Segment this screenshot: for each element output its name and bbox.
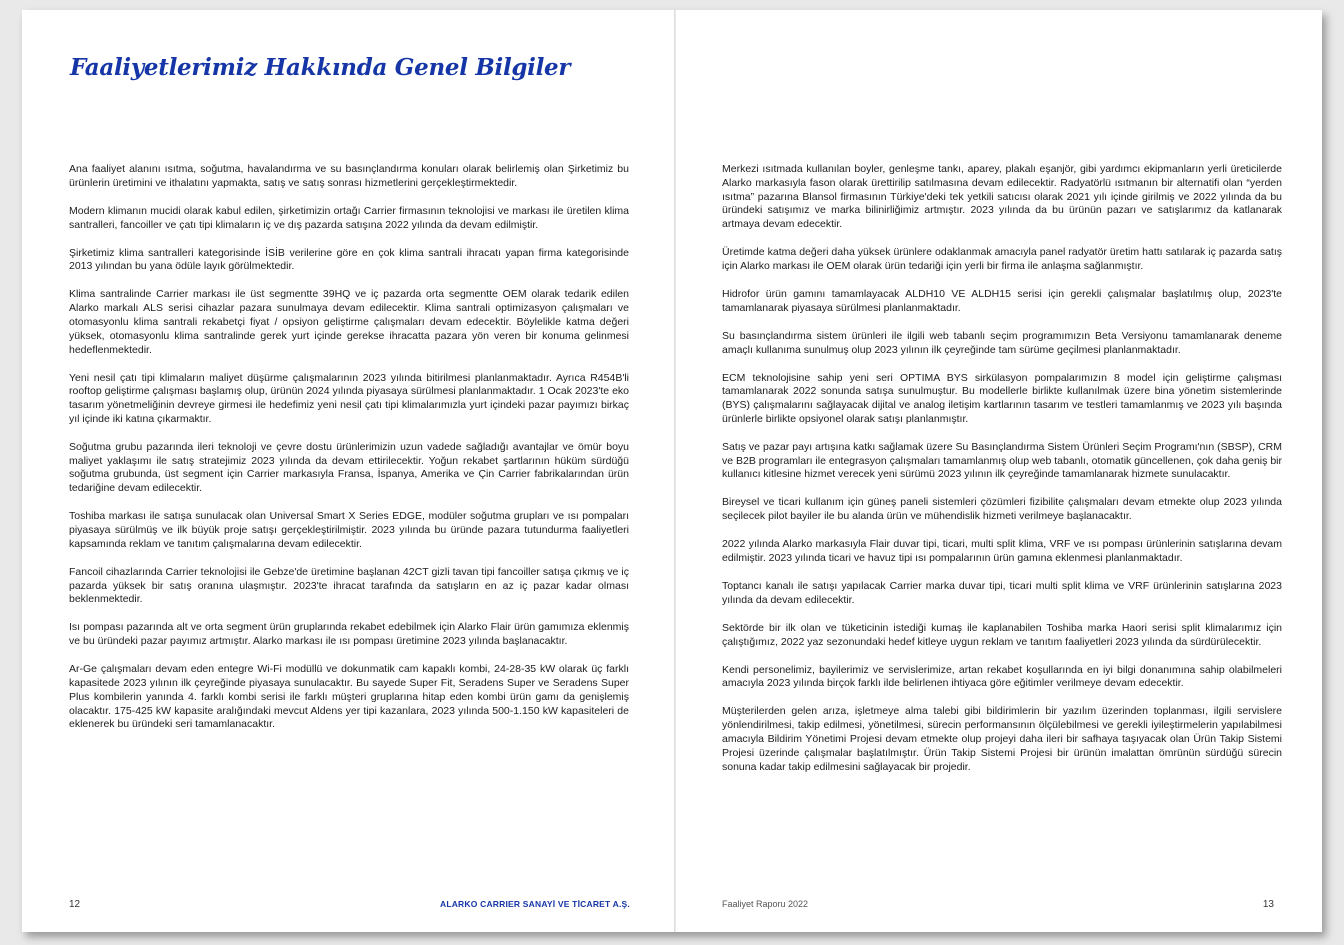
paragraph: Satış ve pazar payı artışına katkı sağlamak üzere Su Basınçlandırma Sistem Ürünleri Seçim Programı'nın (SBSP), CRM ve B2B programları ile entegrasyon çalışmaları tamamlanmış olup web tabanlı, otomatik güncellenen, çok daha geniş bir kullanıcı kitlesine hizmet verecek yeni sürümü 2023 yılının ilk çeyreğinde tamamlanarak hizmete sunulacaktır. bbox=[722, 440, 1282, 481]
paragraph: Üretimde katma değeri daha yüksek ürünlere odaklanmak amacıyla panel radyatör üretim hattı satılarak iç pazarda satış için Alarko markası ile OEM olarak ürün tedariği için yerli bir firma ile anlaşma sağlanmıştır. bbox=[722, 246, 1282, 272]
paragraph: Şirketimiz klima santralleri kategorisinde İSİB verilerine göre en çok klima santrali ihracatı yapan firma kategorisinde 2013 yılından bu yana ödüle layık görülmektedir. bbox=[69, 246, 629, 273]
right-page bbox=[676, 10, 1322, 932]
right-text-column bbox=[722, 163, 1282, 789]
document-spread bbox=[22, 10, 1322, 932]
report-name-footer: Faaliyet Raporu 2022 bbox=[722, 899, 809, 909]
paragraph: Klima santralinde Carrier markası ile üst segmentte 39HQ ve iç pazarda orta segmentte OEM olarak tedarik edilen Alarko markalı ALS serisi cihazlar pazara sunulmaya devam edilecektir. Klima santrali optimizasyon çalışmaları ve otomasyonlu klima santrali rekabetçi fiyat / opsiyon geliştirme çalışmaları devam edecektir. Böylelikle katma değeri yüksek, otomasyonlu klima santralinde gerek yurt içinde gerekse ihracatta pazara yön veren bir konuma gelinmesi hedeflenmektedir. bbox=[69, 288, 629, 356]
page-number: 12 bbox=[69, 899, 81, 910]
paragraph: Bireysel ve ticari kullanım için güneş paneli sistemleri çözümleri fizibilite çalışmaları devam etmekte olup 2023 yılında seçilecek pilot bayiler ile bu alanda ürün ve mühendislik hizmeti verilmeye başlanacaktır. bbox=[722, 496, 1282, 523]
paragraph: Toshiba markası ile satışa sunulacak olan Universal Smart X Series EDGE, modüler soğutma grupları ve ısı pompaları piyasaya sürülmüş ve ilk büyük proje satışı gerçekleştirilmiştir. 2023 yılında bu üründe pazara tutundurma faaliyetleri kapsamında reklam ve tanıtım çalışmalarına devam edilecektir. bbox=[69, 510, 629, 550]
paragraph: Merkezi ısıtmada kullanılan boyler, genleşme tankı, aparey, plakalı eşanjör, gibi yardımcı ekipmanların yerli üreticilerde Alarko markasıyla fason olarak ürettirilip satılmasına devam edilecektir. Radyatörlü ısıtmanın bir alternatifi olan “yerden ısıtma” pazarına Blansol firmasının Türkiye'deki tek yetkili satıcısı olarak 2021 yılı içinde girilmiş ve 2022 yılında da bu üründeki satışımız ve marka bilinirliğimiz artmıştır. 2023 yılında da bu ürünün pazarı ve satışlarımız da katlanarak artmaya devam edecektir. bbox=[722, 163, 1282, 231]
paragraph: Soğutma grubu pazarında ileri teknoloji ve çevre dostu ürünlerimizin uzun vadede sağladığı avantajlar ve ömür boyu maliyet yaklaşımı ile satış stratejimiz 2023 yılında da devam ettirilecektir. Yoğun rekabet şartlarının hüküm sürdüğü soğutma grubunda, üst segment için Carrier markasıyla Fransa, İspanya, Amerika ve Çin Carrier fabrikalarından ürün tedariğine devam edilecektir. bbox=[69, 440, 629, 495]
paragraph: Kendi personelimiz, bayilerimiz ve servislerimize, artan rekabet koşullarında en iyi bilgi donanımına sahip olabilmeleri amacıyla 2023 yılında birçok farklı ilde belirlenen ihtiyaca göre eğitimler verilmeye devam edecektir. bbox=[722, 663, 1282, 690]
paragraph: ECM teknolojisine sahip yeni seri OPTIMA BYS sirkülasyon pompalarımızın 8 model için geliştirme çalışması tamamlanarak 2022 sonunda satışa sunulmuştur. Bu modellerle birlikte kullanılmak üzere bina yönetim sistemlerinde (BYS) çalışmalarını sağlayacak dijital ve analog iletişim kartlarının tasarım ve testleri tamamlanmış ve 2023 yılı başında ürünlerle birlikte opsiyonel olarak satışı planlanmıştır. bbox=[722, 371, 1282, 425]
paragraph: Müşterilerden gelen arıza, işletmeye alma talebi gibi bildirimlerin bir yazılım üzerinden toplanması, ilgili servislere yönlendirilmesi, takip edilmesi, yönetilmesi, sürecin performansının ölçülebilmesi ve gerekli iyileştirmelerin yapılabilmesi amacıyla Bildirim Yönetimi Projesi devam etmekte olup projeyi daha ileri bir safhaya taşıyacak olan Ürün Takip Sistemi Projesi üzerinde çalışmalar başlatılmıştır. Ürün Takip Sistemi Projesi bir ürünün imalattan ömrünün sürdüğü sürecin sonuna kadar takip edilmesini sağlayacak bir projedir. bbox=[722, 705, 1282, 773]
paragraph: Modern klimanın mucidi olarak kabul edilen, şirketimizin ortağı Carrier firmasının teknolojisi ve markası ile üretilen klima santralleri, fancoiller ve çatı tipi klimaların iç ve dış pazarda satışına 2022 yılında da devam edilmiştir. bbox=[69, 204, 629, 231]
paragraph: Ar-Ge çalışmaları devam eden entegre Wi-Fi modüllü ve dokunmatik cam kapaklı kombi, 24-28-35 kW olarak üç farklı kapasitede 2023 yılının ilk çeyreğinde piyasaya sunulacaktır. Bu sayede Super Fit, Seradens Super ve Seradens Super Plus kombilerin yanında 4. farklı kombi serisi ile farklı müşteri gruplarına hitap eden kombi ürün gamı da genişlemiş olacaktır. 175-425 kW kapasite aralığındaki mevcut Aldens yer tipi kazanlara, 2023 yılında 500-1.150 kW kapasiteleri de eklenerek bu üründeki seri tamamlanacaktır. bbox=[69, 663, 629, 731]
paragraph: 2022 yılında Alarko markasıyla Flair duvar tipi, ticari, multi split klima, VRF ve ısı pompası ürünlerinin satışlarına devam edilmiştir. 2023 yılında ticari ve havuz tipi ısı pompalarının ürün gamına eklenmesi planlanmaktadır. bbox=[722, 538, 1282, 565]
paragraph: Isı pompası pazarında alt ve orta segment ürün gruplarında rekabet edebilmek için Alarko Flair ürün gamımıza eklenmiş ve bu üründeki pazar payımız artmıştır. Alarko markası ile ısı pompası üretimine 2023 yılında başlanacaktır. bbox=[69, 621, 629, 648]
paragraph: Ana faaliyet alanını ısıtma, soğutma, havalandırma ve su basınçlandırma konuları olarak belirlemiş olan Şirketimiz bu ürünlerin üretimini ve ithalatını yapmakta, satış ve satış sonrası hizmetlerini gerçekleştirmektedir. bbox=[69, 163, 629, 189]
paragraph: Hidrofor ürün gamını tamamlayacak ALDH10 VE ALDH15 serisi için gerekli çalışmalar başlatılmış olup, 2023'te tamamlanarak piyasaya sürülmesi planlanmaktadır. bbox=[722, 287, 1282, 314]
company-name-footer: ALARKO CARRIER SANAYİ VE TİCARET A.Ş. bbox=[439, 899, 630, 909]
paragraph: Yeni nesil çatı tipi klimaların maliyet düşürme çalışmalarının 2023 yılında bitirilmesi planlanmaktadır. Ayrıca R454B'li rooftop geliştirme çalışması başlamış olup, ürünün 2024 yılında piyasaya sürülmesi planlanmaktadır. 1 Ocak 2023'te eko tasarım yönetmeliğinin devreye girmesi ile hedefimiz yeni nesil çatı tipi klimalarımızla yurt içindeki pazar payımızı birkaç yıl içinde iki katına çıkarmaktır. bbox=[69, 371, 629, 425]
paragraph: Sektörde bir ilk olan ve tüketicinin istediği kumaş ile kaplanabilen Toshiba marka Haori serisi split klimalarımız için çalıştığımız, 2022 yaz sezonundaki hedef kitleye uygun reklam ve tanıtım faaliyetleri 2023 yılında da sürdürülecektir. bbox=[722, 621, 1282, 648]
left-page bbox=[22, 10, 674, 932]
paragraph: Fancoil cihazlarında Carrier teknolojisi ile Gebze'de üretimine başlanan 42CT gizli tavan tipi fancoiller satışa çıkmış ve iç pazarda yüksek bir satış oranına ulaşmıştır. 2023'te ihracat tarafında da satışların en az iç pazar kadar olması beklenmektedir. bbox=[69, 565, 629, 606]
left-text-column bbox=[69, 163, 629, 746]
page-number: 13 bbox=[1262, 899, 1274, 910]
paragraph: Toptancı kanalı ile satışı yapılacak Carrier marka duvar tipi, ticari multi split klima ve VRF ürünlerinin satışlarına 2023 yılında da devam edilecektir. bbox=[722, 580, 1282, 606]
page-title: Faaliyetlerimiz Hakkında Genel Bilgiler bbox=[70, 54, 571, 81]
paragraph: Su basınçlandırma sistem ürünleri ile ilgili web tabanlı seçim programımızın Beta Versiyonu tamamlanarak deneme amaçlı kullanıma sunulmuş olup 2023 yılının ilk çeyreğinde tam sürüme geçilmesi planlanmaktadır. bbox=[722, 329, 1282, 356]
